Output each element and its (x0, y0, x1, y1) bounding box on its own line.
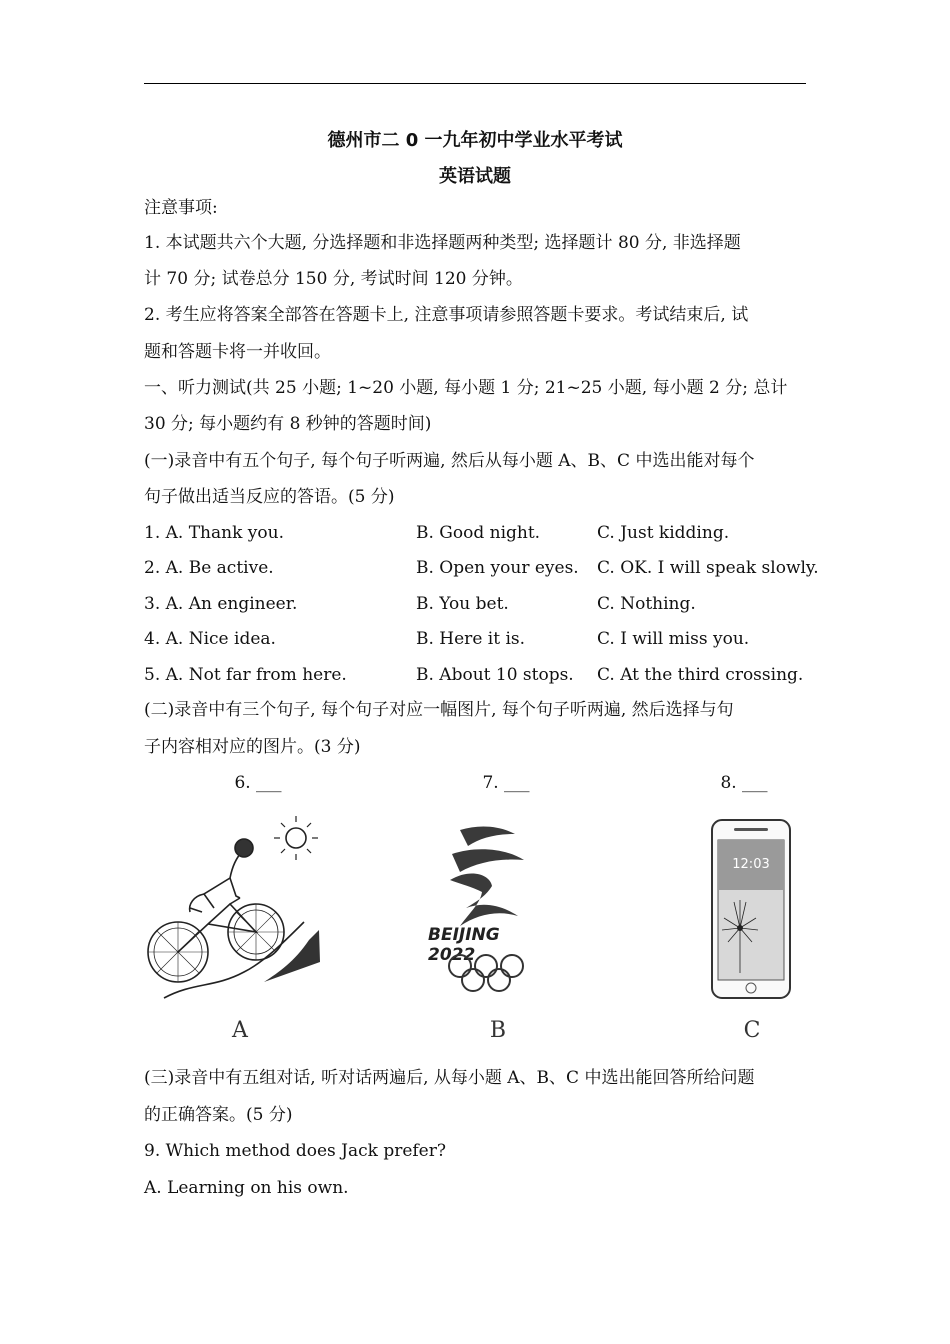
picture-letter-a: A (232, 1018, 248, 1043)
section-heading: 30 分; 每小题约有 8 秒钟的答题时间) (144, 414, 432, 434)
question-9: 9. Which method does Jack prefer? (144, 1141, 446, 1161)
question-9-option-a: A. Learning on his own. (144, 1178, 349, 1198)
question-option-c: C. At the third crossing. (597, 665, 804, 685)
question-option-c: C. OK. I will speak slowly. (597, 558, 819, 578)
notice-line: 题和答题卡将一并收回。 (144, 342, 331, 362)
part1-instructions: 句子做出适当反应的答语。(5 分) (144, 487, 395, 507)
section-heading: 一、听力测试(共 25 小题; 1~20 小题, 每小题 1 分; 21~25 小题, 每小题 2 分; 总计 (144, 378, 788, 398)
part1-instructions: (一)录音中有五个句子, 每个句子听两遍, 然后从每小题 A、B、C 中选出能对每个 (144, 451, 755, 471)
part3-instructions: 的正确答案。(5 分) (144, 1105, 293, 1125)
notice-heading: 注意事项: (144, 198, 218, 218)
phone-clock: 12:03 (732, 857, 770, 872)
question-option-b: B. About 10 stops. (416, 665, 574, 685)
olympic-rings-icon (446, 952, 526, 996)
cyclist-icon (144, 812, 324, 1002)
logo-text: BEIJING 2022 (428, 925, 500, 965)
picture-letter-c: C (743, 1018, 761, 1043)
page-subtitle: 英语试题 (439, 166, 511, 187)
notice-line: 2. 考生应将答案全部答在答题卡上, 注意事项请参照答题卡要求。考试结束后, 试 (144, 305, 749, 325)
question-option-a: 4. A. Nice idea. (144, 629, 276, 649)
top-rule (144, 83, 806, 84)
question-option-c: C. I will miss you. (597, 629, 750, 649)
question-option-b: B. Here it is. (416, 629, 526, 649)
question-option-b: B. Good night. (416, 523, 541, 543)
answer-blank-8: 8. ___ (720, 773, 768, 793)
notice-line: 1. 本试题共六个大题, 分选择题和非选择题两种类型; 选择题计 80 分, 非选择题 (144, 233, 741, 253)
notice-line: 计 70 分; 试卷总分 150 分, 考试时间 120 分钟。 (144, 269, 523, 289)
question-option-a: 1. A. Thank you. (144, 523, 284, 543)
question-option-b: B. Open your eyes. (416, 558, 579, 578)
smartphone-icon (710, 818, 792, 1000)
part2-instructions: (二)录音中有三个句子, 每个句子对应一幅图片, 每个句子听两遍, 然后选择与句 (144, 700, 734, 720)
page-title: 德州市二 0 一九年初中学业水平考试 (327, 130, 623, 151)
question-option-a: 3. A. An engineer. (144, 594, 298, 614)
part3-instructions: (三)录音中有五组对话, 听对话两遍后, 从每小题 A、B、C 中选出能回答所给问题 (144, 1068, 755, 1088)
question-option-a: 2. A. Be active. (144, 558, 274, 578)
picture-letter-b: B (489, 1018, 507, 1043)
question-option-a: 5. A. Not far from here. (144, 665, 347, 685)
answer-blank-7: 7. ___ (482, 773, 530, 793)
question-option-c: C. Nothing. (597, 594, 696, 614)
part2-instructions: 子内容相对应的图片。(3 分) (144, 737, 361, 757)
question-option-b: B. You bet. (416, 594, 509, 614)
question-option-c: C. Just kidding. (597, 523, 730, 543)
answer-blank-6: 6. ___ (234, 773, 282, 793)
